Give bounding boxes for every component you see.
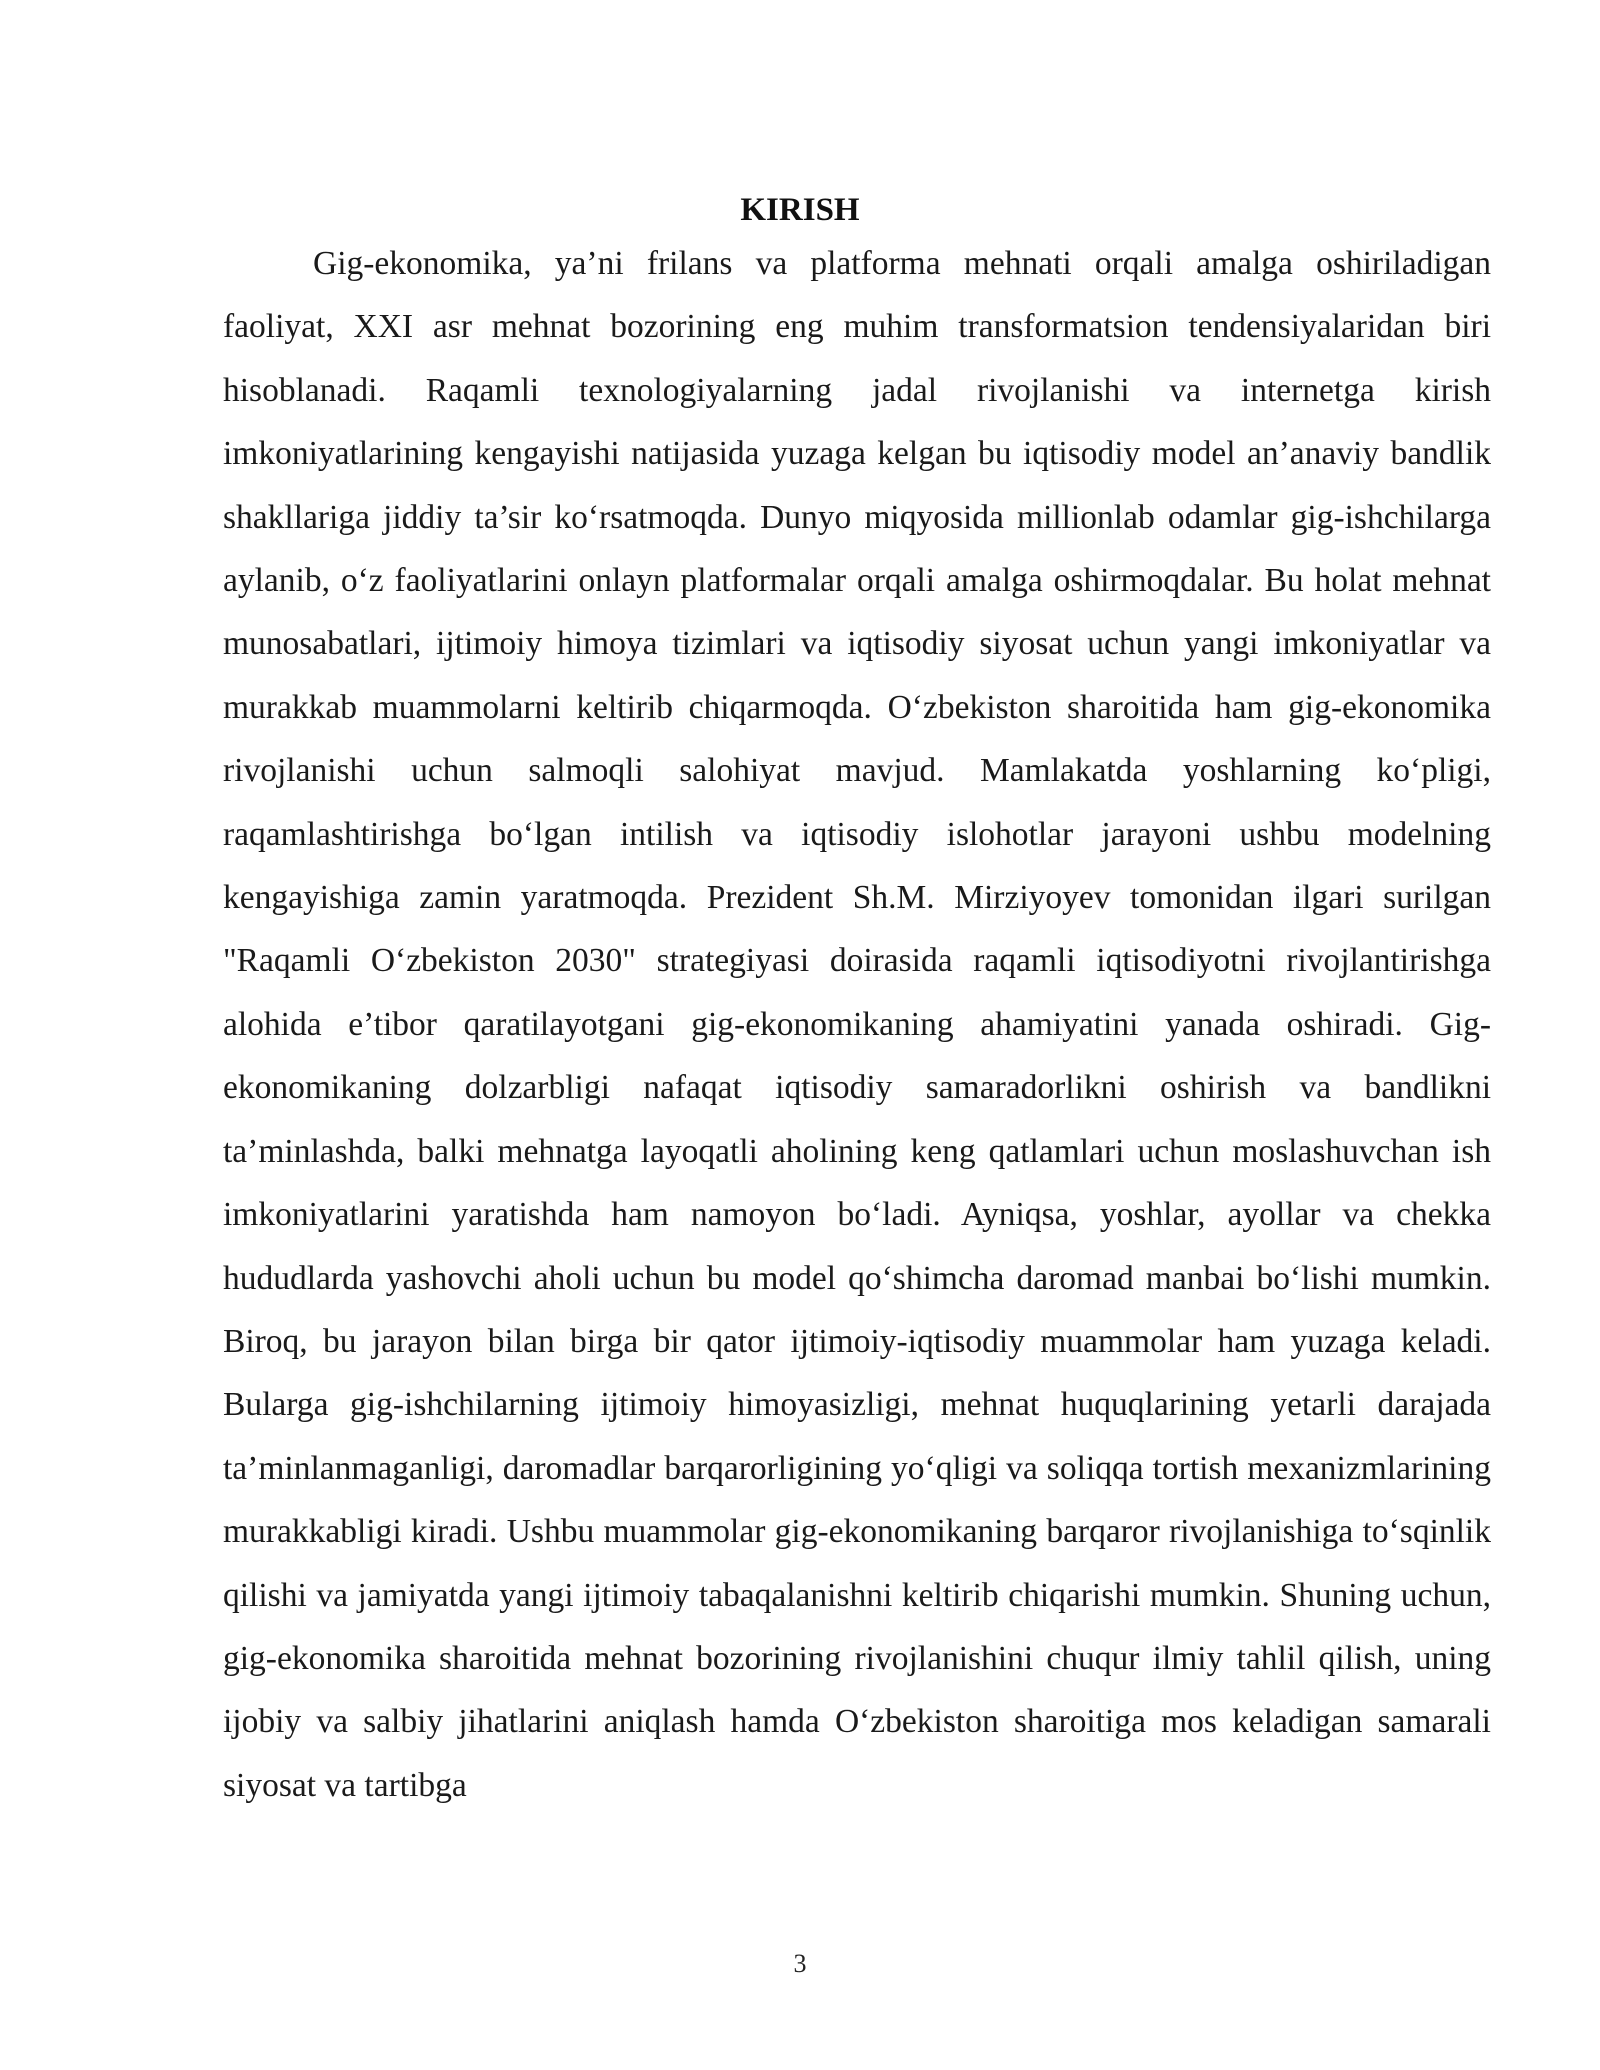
- page-number: 3: [793, 1949, 807, 1978]
- section-heading: KIRISH: [740, 192, 860, 228]
- body-paragraph: Gig-ekonomika, ya’ni frilans va platforma mehnati orqali amalga oshiriladigan faoliyat, XXI asr mehnat bozorining eng muhim transformatsion tendensiyalaridan biri hisoblanadi. Raqamli texnologiyalarning jadal rivojlanishi va internetga kirish imkoniyatlarining kengayishi natijasida yuzaga kelgan bu iqtisodiy model an’anaviy bandlik shakllariga jiddiy ta’sir ko‘rsatmoqda. Dunyo miqyosida millionlab odamlar gig-ishchilarga aylanib, o‘z faoliyatlarini onlayn platformalar orqali amalga oshirmoqdalar. Bu holat mehnat munosabatlari, ijtimoiy himoya tizimlari va iqtisodiy siyosat uchun yangi imkoniyatlar va murakkab muammolarni keltirib chiqarmoqda. O‘zbekiston sharoitida ham gig-ekonomika rivojlanishi uchun salmoqli salohiyat mavjud. Mamlakatda yoshlarning ko‘pligi, raqamlashtirishga bo‘lgan intilish va iqtisodiy islohotlar jarayoni ushbu modelning kengayishiga zamin yaratmoqda. Prezident Sh.M. Mirziyoyev tomonidan ilgari surilgan "Raqamli O‘zbekiston 2030" strategiyasi doirasida raqamli iqtisodiyotni rivojlantirishga alohida e’tibor qaratilayotgani gig-ekonomikaning ahamiyatini yanada oshiradi. Gig-ekonomikaning dolzarbligi nafaqat iqtisodiy samaradorlikni oshirish va bandlikni ta’minlashda, balki mehnatga layoqatli aholining keng qatlamlari uchun moslashuvchan ish imkoniyatlarini yaratishda ham namoyon bo‘ladi. Ayniqsa, yoshlar, ayollar va chekka hududlarda yashovchi aholi uchun bu model qo‘shimcha daromad manbai bo‘lishi mumkin. Biroq, bu jarayon bilan birga bir qator ijtimoiy-iqtisodiy muammolar ham yuzaga keladi. Bularga gig-ishchilarning ijtimoiy himoyasizligi, mehnat huquqlarining yetarli darajada ta’minlanmaganligi, daromadlar barqarorligining yo‘qligi va soliqqa tortish mexanizmlarining murakkabligi kiradi. Ushbu muammolar gig-ekonomikaning barqaror rivojlanishiga to‘sqinlik qilishi va jamiyatda yangi ijtimoiy tabaqalanishni keltirib chiqarishi mumkin. Shuning uchun, gig-ekonomika sharoitida mehnat bozorining rivojlanishini chuqur ilmiy tahlil qilish, uning ijobiy va salbiy jihatlarini aniqlash hamda O‘zbekiston sharoitiga mos keladigan samarali siyosat va tartibga: [223, 245, 1491, 1804]
